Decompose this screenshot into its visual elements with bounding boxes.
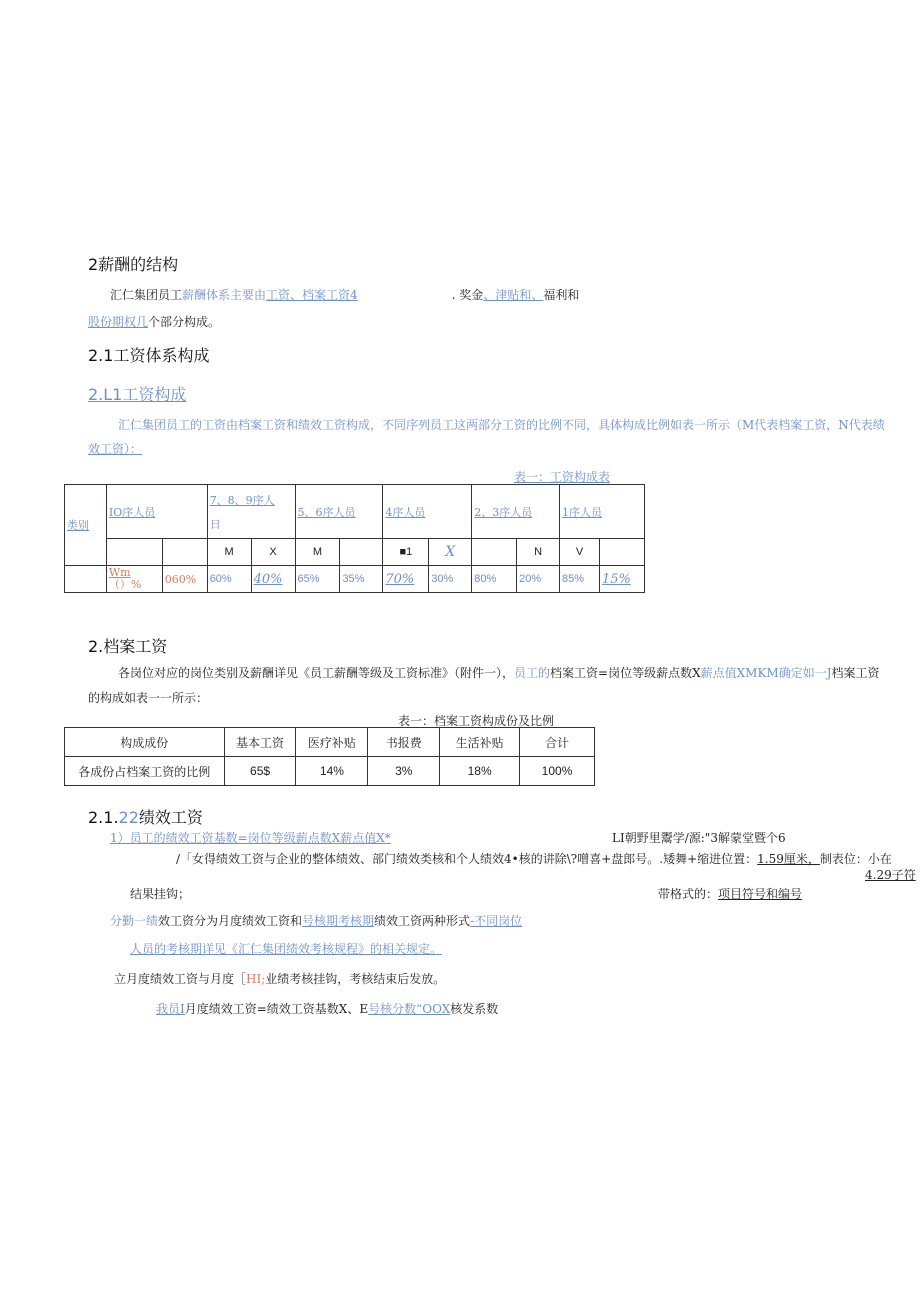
table1-cell: 40% xyxy=(251,566,295,593)
table1-cell: 65% xyxy=(295,566,340,593)
table1-cell: M xyxy=(207,539,251,566)
archive-text: 档案工资=岗位等级薪点数X xyxy=(550,666,701,680)
intro-text: 个部分构成。 xyxy=(148,315,221,329)
performance-text: HI; xyxy=(246,972,266,986)
tab-stop-label: 制表位：小在 xyxy=(819,852,892,866)
performance-line-1: 1）员工的绩效工资基数=岗位等级薪点数X薪点值X* xyxy=(110,831,391,845)
title-prefix: 2.1. xyxy=(88,808,119,827)
table1-caption: 表一：工资构成表 xyxy=(514,470,611,484)
table1-row-label-line: （）% xyxy=(108,578,142,591)
intro-line-1 xyxy=(110,286,579,303)
section-title-salary-composition[interactable]: 2.L1工资构成 xyxy=(88,385,187,404)
table1-cell: ■1 xyxy=(383,539,429,566)
table1-cell: X xyxy=(429,539,472,566)
format-comment xyxy=(658,885,802,902)
performance-text: 绩效工资两种形式 xyxy=(374,914,471,928)
table2-header: 书报费 xyxy=(368,728,440,757)
performance-link[interactable]: -不同岗位 xyxy=(470,914,523,928)
table1-cell xyxy=(599,539,644,566)
table2-cell: 3% xyxy=(368,757,440,786)
format-value: 项目符号和编号 xyxy=(718,887,803,901)
intro-line-2 xyxy=(88,313,220,330)
table1-cell: V xyxy=(560,539,600,566)
salary-composition-table xyxy=(64,484,645,593)
archive-paragraph-line-1 xyxy=(118,664,880,681)
performance-line-5: 人员的考核期详见《汇仁集团绩效考核规程》的相关规定。 xyxy=(130,942,443,956)
table1-group-label-cont: 日 xyxy=(209,517,221,531)
intro-link[interactable]: 工资、档案工资4 xyxy=(266,288,358,302)
table1-cell: 85% xyxy=(560,566,600,593)
section-title-archive-salary: 2.档案工资 xyxy=(88,637,168,656)
intro-link[interactable]: 股份期权几 xyxy=(88,315,149,329)
table1-group-header: 2、3序人员 xyxy=(472,485,560,539)
table2-header: 基本工资 xyxy=(224,728,296,757)
table1-cell xyxy=(472,539,517,566)
table2-cell: 18% xyxy=(440,757,520,786)
archive-text: 薪点值XMKM确定如一J xyxy=(700,666,832,680)
performance-line-4 xyxy=(110,912,522,929)
table1-cell: 20% xyxy=(517,566,560,593)
table1-cell: 15% xyxy=(599,566,644,593)
tab-stop-value: 4.29子符 xyxy=(865,868,916,882)
composition-paragraph-line-2: 效工资）： xyxy=(88,442,143,456)
performance-text: 效工资分为月度绩效工资和 xyxy=(158,914,303,928)
performance-link[interactable]: 号核期考核期 xyxy=(302,914,375,928)
table2-caption: 表一：档案工资构成份及比例 xyxy=(398,714,555,728)
archive-paragraph-line-2: 的构成如表一一所示： xyxy=(88,691,209,705)
title-number: 22 xyxy=(118,808,139,827)
performance-text: /「女得绩效工资与企业的整体绩效、部门绩效类核和个人绩效4•核的讲除\?噌喜+盘郎号。.矮舞+缩进位置： xyxy=(176,852,758,866)
table1-cell: 60% xyxy=(207,566,251,593)
archive-text: 各岗位对应的岗位类别及薪酬详见《员工薪酬等级及工资标准》（附件一）， xyxy=(118,666,515,680)
table1-cell: 80% xyxy=(472,566,517,593)
indent-value: 1.59厘米， xyxy=(757,852,820,866)
table2-cell: 65$ xyxy=(224,757,296,786)
table1-cell xyxy=(65,566,107,593)
archive-text: 员工的 xyxy=(514,666,551,680)
table1-group-header: 5、6序人员 xyxy=(295,485,383,539)
table2-header: 合计 xyxy=(520,728,595,757)
table2-header: 医疗补贴 xyxy=(296,728,368,757)
performance-line-7 xyxy=(156,1000,498,1017)
intro-text: 汇仁集团员工 xyxy=(110,288,183,302)
composition-paragraph-line-1: 汇仁集团员工的工资由档案工资和绩效工资构成，不同序列员工这两部分工资的比例不同，具体构成比例如表一所示（M代表档案工资，N代表绩 xyxy=(118,418,885,432)
table1-cell: N xyxy=(517,539,560,566)
intro-link[interactable]: 、津贴和、 xyxy=(483,288,544,302)
performance-line-6 xyxy=(114,970,445,987)
title-text: 绩效工资 xyxy=(138,808,203,827)
section-title-salary-system: 2.1工资体系构成 xyxy=(88,346,210,365)
table2-cell: 14% xyxy=(296,757,368,786)
table1-cell: 30% xyxy=(429,566,472,593)
performance-line-2 xyxy=(176,850,892,867)
table2-header: 生活补贴 xyxy=(440,728,520,757)
format-label: 带格式的： xyxy=(658,887,719,901)
performance-text: 核发系数 xyxy=(450,1002,499,1016)
table1-group-label: 7、8、9序人 xyxy=(209,493,275,507)
section-title-performance-salary xyxy=(88,805,203,828)
performance-text: 立月度绩效工资与月度［ xyxy=(114,972,247,986)
table1-group-header: 4序人员 xyxy=(383,485,472,539)
comment-line-1: LI朝野里鬻学/源:"3解蒙堂暨个6 xyxy=(612,831,786,845)
table1-cell: 70% xyxy=(383,566,429,593)
table2-cell: 100% xyxy=(520,757,595,786)
performance-line-3: 结果挂钩； xyxy=(130,887,191,901)
table2-header: 构成成份 xyxy=(65,728,225,757)
archive-text: 档案工资 xyxy=(831,666,880,680)
performance-text: 分勤一绩 xyxy=(110,914,159,928)
table1-group-header xyxy=(207,485,295,539)
archive-salary-table xyxy=(64,727,595,786)
intro-text: . 奖金 xyxy=(451,288,484,302)
table1-group-header: IO序人员 xyxy=(106,485,207,539)
performance-text: 月度绩效工资=绩效工资基数X、E xyxy=(184,1002,369,1016)
table1-cell: X xyxy=(251,539,295,566)
table1-cell: 35% xyxy=(340,566,383,593)
intro-text: 福利和 xyxy=(543,288,580,302)
table1-cell: M xyxy=(295,539,340,566)
table1-cell: 060% xyxy=(162,566,207,593)
table1-cell xyxy=(340,539,383,566)
performance-link[interactable]: 我员I xyxy=(156,1002,185,1016)
table1-row-label-line: Wm xyxy=(108,566,131,579)
performance-link[interactable]: 号核分数“OOX xyxy=(368,1002,451,1016)
table1-category-header: 类别 xyxy=(65,485,107,566)
table1-row-label xyxy=(106,566,162,593)
table1-group-header: 1序人员 xyxy=(560,485,645,539)
intro-text: 薪酬体系主要由 xyxy=(182,288,267,302)
performance-text: 业绩考核挂钩，考核结束后发放。 xyxy=(265,972,446,986)
table1-cell xyxy=(162,539,207,566)
table2-cell: 各成份占档案工资的比例 xyxy=(65,757,225,786)
table1-cell xyxy=(106,539,162,566)
section-title-salary-structure: 2薪酬的结构 xyxy=(88,255,179,274)
